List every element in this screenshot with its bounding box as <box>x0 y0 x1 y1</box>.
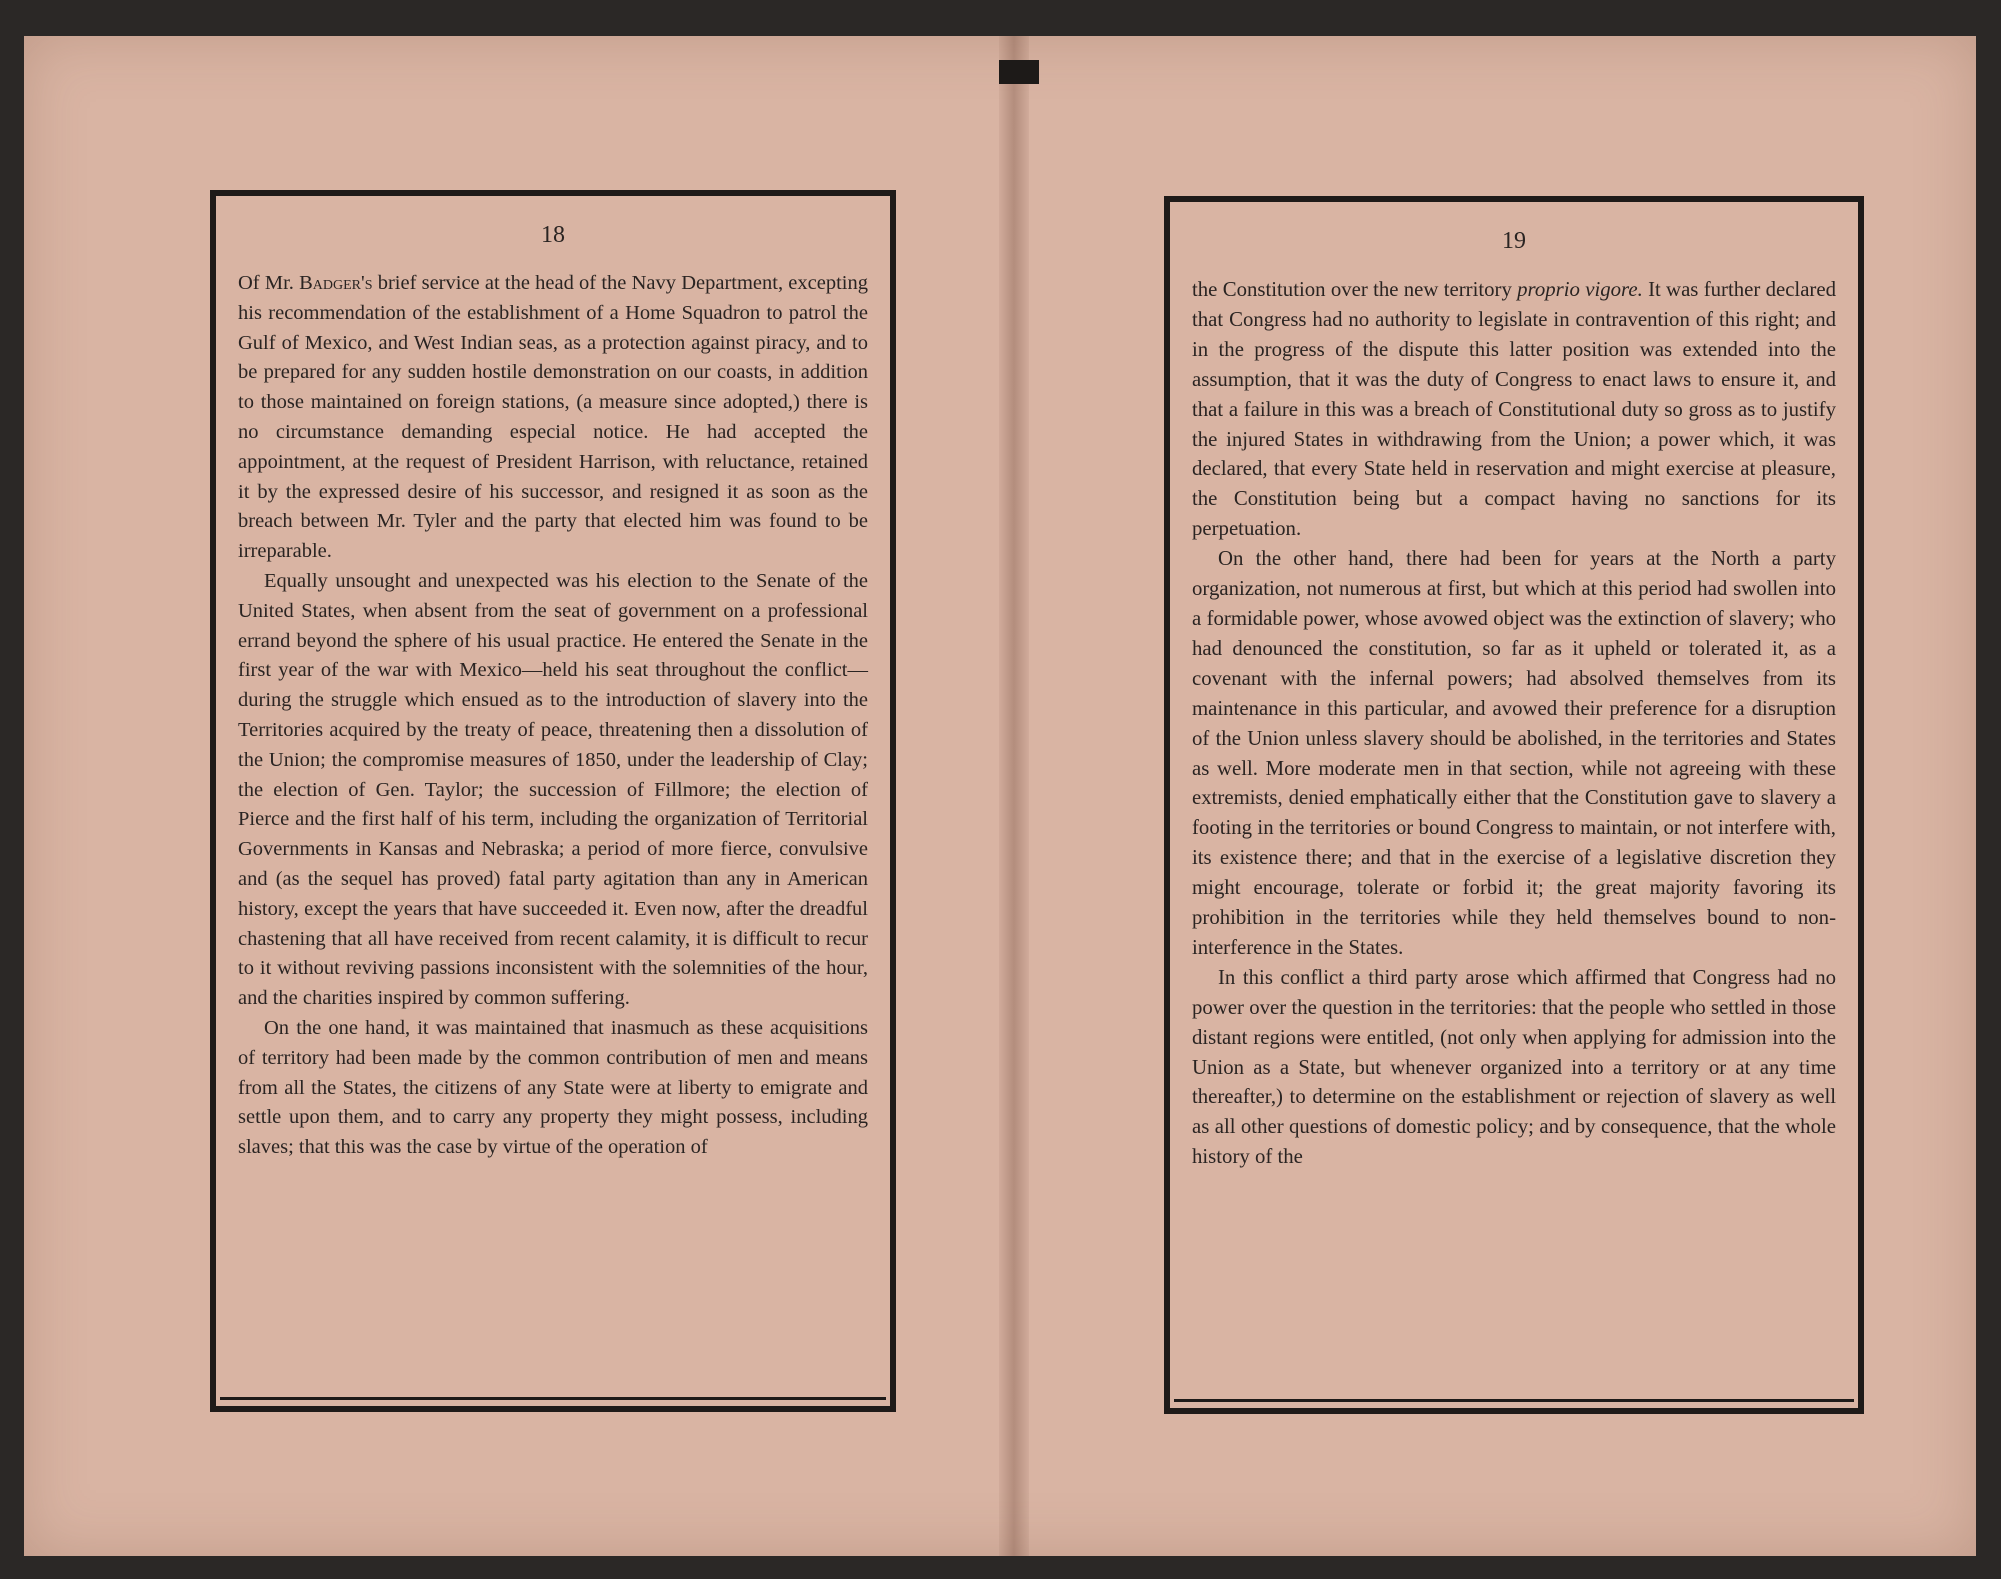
right-paragraph-1-post: It was further declared that Congress had no authority to legislate in contravention of this right; and in the progress of the dispute this latter position was extended into the assumption, that it was the duty of Congress to enact laws to ensure it, and that a failure in this was a breach of Constitutional duty so gross as to justify the injured States in withdrawing from the Union; a power which, it was declared, that every State held in reservation and might exercise at pleasure, the Constitution being but a compact having no sanctions for its perpetuation. <box>1192 278 1836 541</box>
right-page <box>1164 196 1864 1414</box>
right-page-number: 19 <box>1502 228 1526 254</box>
left-paragraph-1-post: brief service at the head of the Navy Department, excepting his recommendation of the establishment of a Home Squadron to patrol the Gulf of Mexico, and West Indian seas, as a protection against piracy, and to be prepared for any sudden hostile demonstration on our coasts, in addition to those maintained on foreign stations, (a measure since adopted,) there is no circumstance demanding especial notice. He had accepted the appointment, at the request of President Harrison, with reluctance, retained it by the expressed desire of his successor, and resigned it as soon as the breach between Mr. Tyler and the party that elected him was found to be irreparable. <box>238 272 868 563</box>
book-gutter <box>999 36 1029 1556</box>
right-page-text <box>1170 275 1858 1172</box>
left-page-number: 18 <box>541 222 565 248</box>
right-paragraph-1-pre: the Constitution over the new territory <box>1192 278 1518 301</box>
left-paragraph-3: On the one hand, it was maintained that inasmuch as these acquisitions of territory had been made by the common contribution of men and means from all the States, the citizens of any State were at liberty to emigrate and settle upon them, and to carry any property they might possess, including slaves; that this was the case by virtue of the operation of <box>238 1016 868 1159</box>
right-paragraph-1 <box>1192 275 1836 544</box>
left-paragraph-2: Equally unsought and unexpected was his election to the Senate of the United States, when absent from the seat of government on a professional errand beyond the sphere of his usual practice. He entered the Senate in the first year of the war with Mexico—held his seat throughout the conflict—during the struggle which ensued as to the introduction of slavery into the Territories acquired by the treaty of peace, threatening then a dissolution of the Union; the compromise measures of 1850, under the leadership of Clay; the election of Gen. Taylor; the succession of Fillmore; the election of Pierce and the first half of his term, including the organization of Territorial Governments in Kansas and Nebraska; a period of more fierce, convulsive and (as the sequel has proved) fatal party agitation than any in American history, except the years that have succeeded it. Even now, after the dreadful chastening that all have received from recent calamity, it is difficult to recur to it without reviving passions inconsistent with the solemnities of the hour, and the charities inspired by common suffering. <box>238 569 868 1010</box>
left-paragraph-1-pre: Of Mr. <box>238 272 300 294</box>
right-paragraph-2: On the other hand, there had been for years at the North a party organization, not numerous at first, but which at this period had swollen into a formidable power, whose avowed object was the extinction of slavery; who had denounced the constitution, so far as it upheld or tolerated it, as a covenant with the infernal powers; had absolved themselves from its maintenance in this particular, and avowed their preference for a disruption of the Union unless slavery should be abolished, in the territories and States as well. More moderate men in that section, while not agreeing with these extremists, denied emphatically either that the Constitution gave to slavery a footing in the territories or bound Congress to maintain, or not interfere with, its existence there; and that in the exercise of a legislative discretion they might encourage, tolerate or forbid it; the great majority favoring its prohibition in the territories while they held themselves bound to non-interference in the States. <box>1192 547 1836 959</box>
left-paragraph-1 <box>238 269 868 567</box>
right-paragraph-1-latin: proprio vigore. <box>1517 278 1643 301</box>
left-page-text <box>216 269 890 1163</box>
left-page <box>210 190 896 1412</box>
book-spread <box>24 36 1976 1556</box>
right-paragraph-3: In this conflict a third party arose which affirmed that Congress had no power over the question in the territories: that the people who settled in those distant regions were entitled, (not only when applying for admission into the Union as a State, but whenever organized into a territory or at any time thereafter,) to determine on the establishment or rejection of slavery as well as all other questions of domestic policy; and by consequence, that the whole history of the <box>1192 965 1836 1169</box>
left-paragraph-1-name: Badger's <box>299 272 373 294</box>
spine-binding <box>999 60 1039 84</box>
